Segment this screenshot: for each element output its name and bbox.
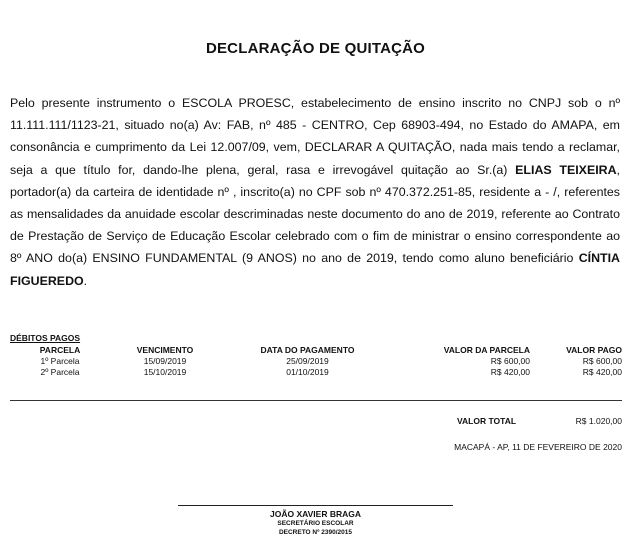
cell-due-date: 15/10/2019 [143,367,187,377]
body-text-part-1: Pelo presente instrumento o ESCOLA PROESC, estabelecimento de ensino inscrito no CNPJ sob o nº 11.111.111/1123-21, situado no(a) Av: FAB, nº 485 - CENTRO, Cep 68903-494, no Estado do AMAPA, em consonância e cumprimento da Lei 12.007/09, vem, DECLARAR A QUITAÇÃO, nada mais tendo a reclamar, seja a que título for, dando-lhe plena, geral, rasa e irrevogável quitação ao Sr.(a) [10,96,620,177]
student-name: CÍNTIA FIGUEREDO [10,251,620,288]
header-due-date: VENCIMENTO [136,345,194,355]
cell-installment: 2º Parcela [40,367,80,377]
debits-table [10,345,622,378]
cell-due-date: 15/09/2019 [143,356,187,366]
table-divider [10,400,622,401]
cell-payment-date: 01/10/2019 [286,367,329,377]
debits-header-row [10,345,622,356]
document-title: DECLARAÇÃO DE QUITAÇÃO [205,40,426,57]
total-label: VALOR TOTAL [457,416,517,426]
table-row [10,356,622,367]
cell-payment-date: 25/09/2019 [286,356,329,366]
header-paid-value: VALOR PAGO [566,345,622,355]
place-and-date: MACAPÁ - AP, 11 DE FEVEREIRO DE 2020 [454,442,622,452]
header-installment-value: VALOR DA PARCELA [443,345,530,355]
cell-paid-value: R$ 600,00 [582,356,622,366]
signatory-name: JOÃO XAVIER BRAGA [270,509,361,519]
body-text-part-2: , portador(a) da carteira de identidade nº , inscrito(a) no CPF sob nº 470.372.251-85, residente a - /, referentes as mensalidades da anuidade escolar descriminadas neste documento do ano de 2019, referente ao Contrato de Prestação de Serviço de Educação Escolar celebrado com o fim de ministrar o ensino correspondente ao 8º ANO do(a) ENSINO FUNDAMENTAL (9 ANOS) no ano de 2019, tendo como aluno beneficiário [10,162,620,266]
total-value: R$ 1.020,00 [575,416,622,426]
cell-paid-value: R$ 420,00 [582,367,622,377]
cell-installment-value: R$ 600,00 [490,356,530,366]
cell-installment: 1º Parcela [40,356,80,366]
declaration-body [10,92,620,292]
table-row [10,367,622,378]
header-payment-date: DATA DO PAGAMENTO [260,345,355,355]
signatory-role: SECRETÁRIO ESCOLAR [277,520,354,527]
cell-installment-value: R$ 420,00 [490,367,530,377]
payer-name: ELIAS TEIXEIRA [515,162,617,177]
signature-line [178,505,453,506]
debits-section-title: DÉBITOS PAGOS [10,333,81,343]
signatory-decree: DECRETO Nº 2390/2015 [278,529,353,536]
body-text-part-3: . [83,273,88,288]
header-installment: PARCELA [39,345,81,355]
